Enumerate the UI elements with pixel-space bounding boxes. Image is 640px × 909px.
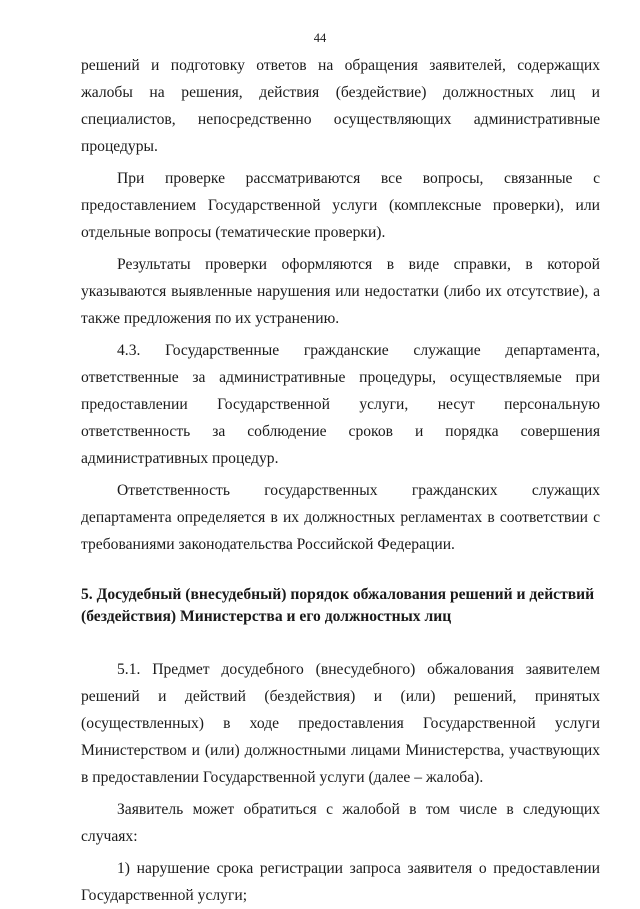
paragraph-responsibility: Ответственность государственных гражданских служащих департамента определяется в их должностных регламентах в соответствии с требованиями законодательства Российской Федерации. — [81, 482, 600, 553]
paragraph-continuation: решений и подготовку ответов на обращения заявителей, содержащих жалобы на решения, действия (бездействие) должностных лиц и специалистов, непосредственно осуществляющих административные процедуры. — [81, 57, 600, 155]
page-number: 44 — [313, 31, 327, 45]
paragraph-inspection-results: Результаты проверки оформляются в виде справки, в которой указываются выявленные нарушения или недостатки (либо их отсутствие), а также предложения по их устранению. — [81, 256, 600, 327]
page-content — [81, 52, 600, 909]
paragraph-4-3: 4.3. Государственные гражданские служащие департамента, ответственные за административные процедуры, осуществляемые при предоставлении Государственной услуги, несут персональную ответственность за соблюдение сроков и порядка совершения административных процедур. — [81, 342, 600, 467]
section-5-heading: 5. Досудебный (внесудебный) порядок обжалования решений и действий (бездействия) Министерства и его должностных лиц — [81, 586, 595, 625]
paragraph-5-1: 5.1. Предмет досудебного (внесудебного) обжалования заявителем решений и действий (бездействия) и (или) решений, принятых (осуществленных) в ходе предоставления Государственной услуги Министерством и (или) должностными лицами Министерства, участвующих в предоставлении Государственной услуги (далее – жалоба). — [81, 661, 600, 786]
paragraph-inspection-scope: При проверке рассматриваются все вопросы, связанные с предоставлением Государственной услуги (комплексные проверки), или отдельные вопросы (тематические проверки). — [81, 170, 600, 241]
list-item-1: 1) нарушение срока регистрации запроса заявителя о предоставлении Государственной услуги; — [81, 860, 600, 904]
paragraph-complaint-cases: Заявитель может обратиться с жалобой в том числе в следующих случаях: — [81, 801, 600, 845]
